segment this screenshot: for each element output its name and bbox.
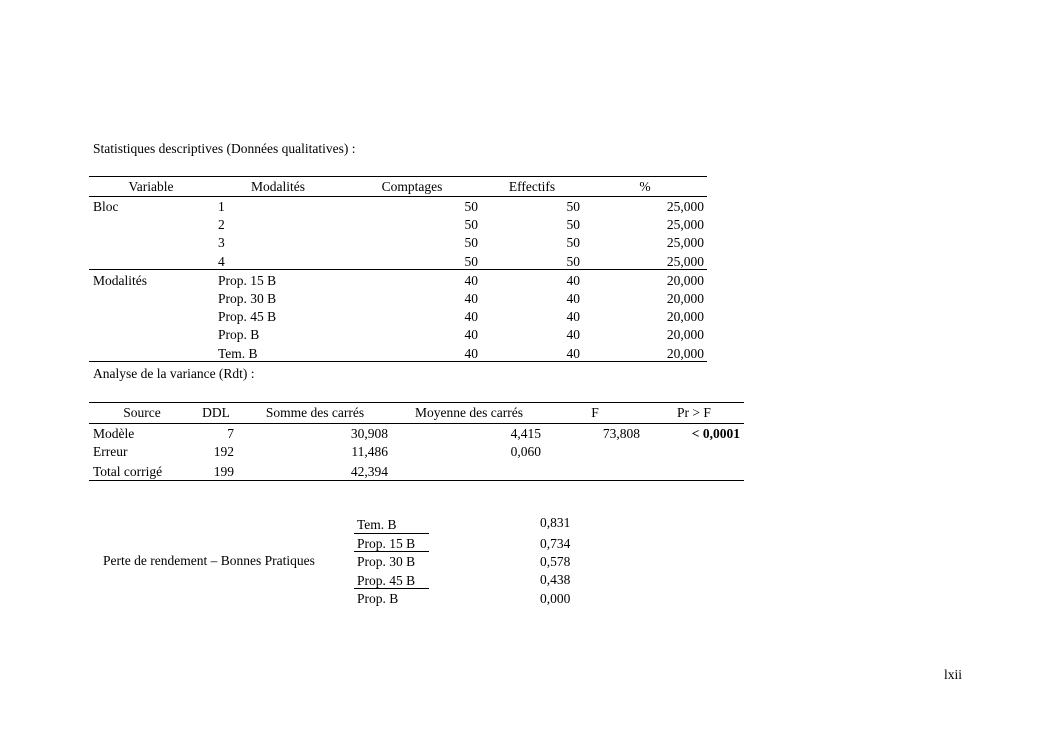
stats-cell-modalite: Prop. 45 B bbox=[218, 309, 277, 324]
ranking-item-name: Prop. 45 B bbox=[357, 573, 416, 588]
anova-top-rule bbox=[89, 402, 744, 403]
stats-cell-modalite: 3 bbox=[218, 235, 225, 250]
stats-cell-modalite: Prop. B bbox=[218, 327, 260, 342]
anova-cell-msq: 4,415 bbox=[510, 426, 541, 441]
stats-cell-pct: 25,000 bbox=[666, 217, 704, 232]
stats-bottom-rule bbox=[89, 361, 707, 362]
ranking-item-value: 0,578 bbox=[540, 554, 571, 569]
stats-cell-modalite: 1 bbox=[218, 199, 225, 214]
stats-title: Statistiques descriptives (Données qualitatives) : bbox=[93, 141, 356, 156]
anova-header-rule bbox=[89, 423, 744, 424]
anova-cell-ddl: 7 bbox=[227, 426, 234, 441]
anova-cell-ddl: 192 bbox=[213, 444, 234, 459]
stats-cell-effectifs: 40 bbox=[566, 327, 580, 342]
stats-variable-bloc: Bloc bbox=[93, 199, 119, 214]
anova-header-f: F bbox=[591, 405, 599, 420]
ranking-label: Perte de rendement – Bonnes Pratiques bbox=[103, 553, 315, 568]
ranking-group-line bbox=[354, 588, 429, 589]
stats-cell-comptages: 40 bbox=[464, 291, 478, 306]
ranking-item-name: Prop. 30 B bbox=[357, 554, 416, 569]
ranking-item-name: Tem. B bbox=[357, 517, 397, 532]
stats-cell-pct: 25,000 bbox=[666, 254, 704, 269]
stats-cell-pct: 20,000 bbox=[666, 346, 704, 361]
stats-cell-effectifs: 50 bbox=[566, 217, 580, 232]
stats-cell-modalite: Tem. B bbox=[218, 346, 258, 361]
stats-cell-effectifs: 40 bbox=[566, 273, 580, 288]
ranking-item-name: Prop. 15 B bbox=[357, 536, 416, 551]
ranking-group-line bbox=[354, 533, 429, 534]
anova-cell-source: Total corrigé bbox=[93, 464, 163, 479]
ranking-item-value: 0,438 bbox=[540, 572, 571, 587]
stats-header-rule bbox=[89, 196, 707, 197]
ranking-item-value: 0,831 bbox=[540, 515, 571, 530]
stats-cell-comptages: 40 bbox=[464, 346, 478, 361]
anova-title: Analyse de la variance (Rdt) : bbox=[93, 366, 255, 381]
stats-cell-modalite: 2 bbox=[218, 217, 225, 232]
anova-cell-source: Modèle bbox=[93, 426, 135, 441]
anova-header-p: Pr > F bbox=[677, 405, 711, 420]
stats-cell-comptages: 50 bbox=[464, 235, 478, 250]
anova-cell-ssq: 30,908 bbox=[350, 426, 388, 441]
page-number: lxii bbox=[944, 667, 963, 682]
stats-cell-effectifs: 40 bbox=[566, 291, 580, 306]
anova-header-source: Source bbox=[123, 405, 161, 420]
anova-bottom-rule bbox=[89, 480, 744, 481]
stats-cell-comptages: 40 bbox=[464, 273, 478, 288]
ranking-group-line bbox=[354, 551, 429, 552]
ranking-item-name: Prop. B bbox=[357, 591, 399, 606]
stats-group-rule bbox=[89, 269, 707, 270]
stats-cell-effectifs: 50 bbox=[566, 199, 580, 214]
anova-cell-ddl: 199 bbox=[213, 464, 234, 479]
stats-cell-comptages: 50 bbox=[464, 217, 478, 232]
stats-cell-pct: 20,000 bbox=[666, 273, 704, 288]
stats-cell-pct: 20,000 bbox=[666, 291, 704, 306]
stats-cell-pct: 25,000 bbox=[666, 199, 704, 214]
anova-header-ssq: Somme des carrés bbox=[265, 405, 365, 420]
stats-cell-pct: 20,000 bbox=[666, 327, 704, 342]
ranking-item-value: 0,000 bbox=[540, 591, 571, 606]
anova-cell-ssq: 11,486 bbox=[351, 444, 388, 459]
stats-variable-modalites: Modalités bbox=[93, 273, 147, 288]
stats-cell-modalite: 4 bbox=[218, 254, 225, 269]
anova-header-msq: Moyenne des carrés bbox=[415, 405, 523, 420]
anova-cell-msq: 0,060 bbox=[510, 444, 541, 459]
anova-header-ddl: DDL bbox=[202, 405, 230, 420]
stats-cell-comptages: 40 bbox=[464, 309, 478, 324]
stats-cell-effectifs: 50 bbox=[566, 235, 580, 250]
anova-cell-ssq: 42,394 bbox=[350, 464, 388, 479]
ranking-item-value: 0,734 bbox=[540, 536, 571, 551]
stats-header-modalites: Modalités bbox=[251, 179, 305, 194]
stats-header-comptages: Comptages bbox=[381, 179, 443, 194]
anova-cell-source: Erreur bbox=[93, 444, 128, 459]
stats-cell-effectifs: 50 bbox=[566, 254, 580, 269]
stats-cell-pct: 20,000 bbox=[666, 309, 704, 324]
stats-cell-comptages: 40 bbox=[464, 327, 478, 342]
anova-cell-p: < 0,0001 bbox=[691, 426, 740, 441]
stats-cell-comptages: 50 bbox=[464, 199, 478, 214]
stats-header-effectifs: Effectifs bbox=[508, 179, 556, 194]
stats-header-variable: Variable bbox=[128, 179, 174, 194]
stats-cell-effectifs: 40 bbox=[566, 309, 580, 324]
anova-cell-f: 73,808 bbox=[602, 426, 640, 441]
stats-cell-modalite: Prop. 30 B bbox=[218, 291, 277, 306]
stats-cell-pct: 25,000 bbox=[666, 235, 704, 250]
stats-cell-modalite: Prop. 15 B bbox=[218, 273, 277, 288]
stats-top-rule bbox=[89, 176, 707, 177]
stats-header-pct: % bbox=[639, 179, 651, 194]
stats-cell-effectifs: 40 bbox=[566, 346, 580, 361]
stats-cell-comptages: 50 bbox=[464, 254, 478, 269]
